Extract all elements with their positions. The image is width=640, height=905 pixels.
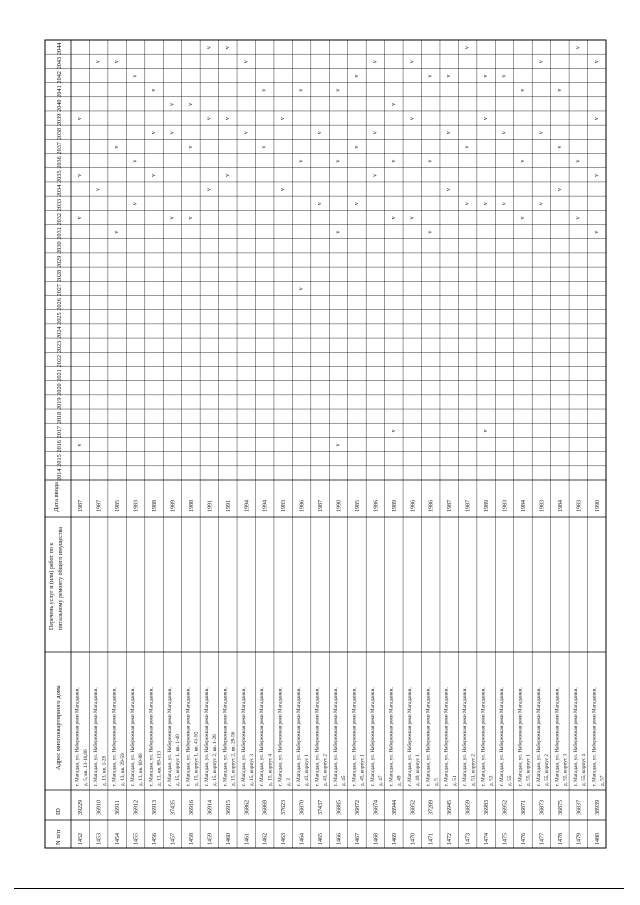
row-address: г. Магадан, ул. Набережная реки Магаданки,: [74, 687, 81, 786]
schedule-check-mark: v: [353, 74, 360, 78]
row-year-built: 1983: [576, 500, 583, 512]
row-num: 1479: [576, 833, 583, 845]
schedule-check-mark: v: [519, 159, 526, 163]
row-address: г. Магадан, ул. Набережная реки Магаданки,: [314, 687, 321, 786]
row-address: г. Магадан, ул. Набережная реки Магаданки,: [333, 687, 340, 786]
schedule-check-mark: v: [114, 145, 121, 149]
schedule-check-mark: v: [151, 88, 158, 92]
header-year-2031: 2031: [56, 227, 63, 240]
schedule-check-mark: v: [483, 429, 490, 433]
row-address-cont: д. 15, корпус 4: [267, 753, 274, 786]
schedule-check-mark: v: [169, 102, 176, 106]
row-address-cont: д. 13, кв. 29-59: [119, 753, 126, 786]
schedule-check-mark: v: [446, 131, 453, 135]
schedule-check-mark: v: [187, 102, 194, 106]
row-address: г. Магадан, ул. Набережная реки Магаданки,: [277, 687, 284, 786]
schedule-check-mark: v: [298, 159, 305, 163]
row-year-built: 1985: [115, 500, 122, 512]
row-address-cont: д. 47: [378, 775, 385, 786]
header-year-2022: 2022: [56, 354, 63, 368]
row-address: г. Магадан, ул. Набережная реки Магаданки,: [259, 687, 266, 786]
schedule-check-mark: v: [114, 60, 121, 64]
header-year-2035: 2035: [56, 170, 63, 183]
row-year-built: 1987: [78, 500, 85, 512]
row-address-cont: д. 51, корпус 2: [470, 753, 477, 786]
row-address: г. Магадан, ул. Набережная реки Магаданки,: [203, 687, 210, 786]
row-id: 36914: [207, 800, 214, 815]
row-year-built: 1990: [336, 500, 343, 512]
schedule-check-mark: v: [556, 188, 563, 192]
header-year-2019: 2019: [56, 397, 63, 410]
row-address-cont: д. 53: [488, 775, 495, 786]
header-year-2039: 2039: [56, 113, 63, 127]
row-num: 1480: [594, 833, 601, 845]
schedule-check-mark: v: [261, 145, 268, 149]
schedule-check-mark: v: [593, 60, 600, 64]
row-address-cont: д. 5: [433, 778, 440, 786]
row-num: 1461: [244, 833, 251, 845]
schedule-check-mark: v: [206, 46, 213, 50]
row-address-cont: д. 57: [599, 775, 606, 786]
row-address-cont: д. 49, корпус 1: [414, 753, 421, 786]
row-id: 36916: [188, 800, 195, 815]
header-year-2042: 2042: [56, 71, 63, 84]
header-year-2032: 2032: [56, 213, 63, 226]
row-year-built: 1994: [262, 500, 269, 512]
row-id: 37435: [170, 800, 177, 815]
row-address-cont: д. 49: [396, 775, 403, 786]
schedule-check-mark: v: [132, 74, 139, 78]
row-address-cont: д. 45, корпус 1: [359, 753, 366, 786]
schedule-check-mark: v: [575, 216, 582, 220]
schedule-check-mark: v: [390, 429, 397, 433]
schedule-check-mark: v: [427, 230, 434, 234]
row-address-cont: д. 3: [285, 778, 292, 786]
schedule-check-mark: v: [593, 117, 600, 121]
row-address-cont: д. 45: [341, 775, 348, 786]
header-year-2018: 2018: [56, 411, 63, 425]
schedule-check-mark: v: [169, 216, 176, 220]
schedule-check-mark: v: [77, 117, 84, 121]
row-address: г. Магадан, ул. Набережная реки Магаданки,: [499, 687, 506, 786]
header-year-2033: 2033: [56, 198, 63, 212]
schedule-check-mark: v: [335, 88, 342, 92]
schedule-check-mark: v: [114, 230, 121, 234]
header-year-2020: 2020: [56, 383, 63, 396]
row-num: 1462: [262, 833, 269, 845]
schedule-check-mark: v: [519, 88, 526, 92]
schedule-check-mark: v: [151, 131, 158, 135]
header-year-2037: 2037: [56, 142, 63, 155]
schedule-check-mark: v: [501, 74, 508, 78]
row-num: 1478: [557, 833, 564, 845]
row-num: 1473: [465, 833, 472, 845]
header-services-2: питальному ремонту общего имущества: [58, 527, 64, 630]
row-id: 36837: [576, 800, 583, 815]
row-address-cont: д. 13, кв. 1-28: [101, 755, 108, 786]
row-num: 1457: [170, 833, 177, 845]
row-year-built: 1983: [281, 500, 288, 512]
row-num: 1464: [299, 833, 306, 845]
header-year-2041: 2041: [56, 85, 63, 98]
schedule-check-mark: v: [224, 46, 231, 50]
schedule-check-mark: v: [151, 173, 158, 177]
row-num: 1456: [152, 833, 159, 845]
row-num: 1472: [447, 833, 454, 845]
schedule-check-mark: v: [372, 173, 379, 177]
row-id: 36912: [133, 800, 140, 815]
row-address-cont: д. 15, корпус 1, кв. 1-40: [175, 734, 182, 786]
schedule-check-mark: v: [280, 188, 287, 192]
row-id: 36852: [410, 800, 417, 815]
row-year-built: 1988: [152, 500, 159, 512]
row-num: 1467: [354, 833, 361, 845]
schedule-check-mark: v: [483, 74, 490, 78]
row-id: 36869: [262, 800, 269, 815]
header-year-2016: 2016: [56, 440, 63, 453]
schedule-check-mark: v: [95, 188, 102, 192]
row-address: г. Магадан, ул. Набережная реки Магаданки,: [591, 687, 598, 786]
schedule-check-mark: v: [335, 159, 342, 163]
schedule-check-mark: v: [446, 188, 453, 192]
row-address: г. Магадан, ул. Набережная реки Магаданки,: [296, 687, 303, 786]
schedule-check-mark: v: [427, 74, 434, 78]
row-address-cont: д. 55: [507, 775, 514, 786]
header-year-2036: 2036: [56, 156, 63, 169]
row-year-built: 1989: [391, 500, 398, 512]
row-address-cont: д. 15, корпус 1, кв. 41-92: [193, 731, 200, 786]
schedule-check-mark: v: [593, 173, 600, 177]
schedule-check-mark: v: [243, 131, 250, 135]
row-address: г. Магадан, ул. Набережная реки Магаданки,: [554, 687, 561, 786]
schedule-check-mark: v: [95, 60, 102, 64]
row-address-cont: д. 43, корпус 1: [304, 753, 311, 786]
row-year-built: 1984: [520, 500, 527, 512]
row-num: 1476: [520, 833, 527, 845]
header-year-2040: 2040: [56, 99, 63, 112]
row-id: 36862: [244, 800, 251, 815]
row-num: 1471: [428, 833, 435, 845]
schedule-check-mark: v: [427, 159, 434, 163]
header-year-2026: 2026: [56, 298, 63, 311]
schedule-check-mark: v: [132, 159, 139, 163]
schedule-check-mark: v: [464, 202, 471, 206]
row-num: 1469: [391, 833, 398, 845]
row-address: г. Магадан, ул. Набережная реки Магаданки,: [443, 687, 450, 786]
row-id: 36952: [502, 800, 509, 815]
row-id: 36871: [520, 800, 527, 815]
row-address-cont: д. 55, корпус 4: [580, 753, 587, 786]
schedule-check-mark: v: [77, 216, 84, 220]
row-id: 36911: [115, 800, 122, 815]
schedule-check-mark: v: [575, 159, 582, 163]
schedule-check-mark: v: [409, 117, 416, 121]
row-address: г. Магадан, ул. Набережная реки Магаданки,: [480, 687, 487, 786]
row-address: г. Магадан, ул. Набережная реки Магаданки,: [425, 687, 432, 786]
row-address: г. Магадан, ул. Набережная реки Магаданки,: [93, 687, 100, 786]
row-year-built: 1991: [207, 500, 214, 512]
row-id: 39229: [78, 800, 85, 815]
row-id: 37289: [428, 800, 435, 815]
row-address-cont: д. 55, корпус 1: [525, 753, 532, 786]
schedule-check-mark: v: [206, 188, 213, 192]
schedule-check-mark: v: [317, 131, 324, 135]
schedule-check-mark: v: [372, 131, 379, 135]
row-address: г. Магадан, ул. Набережная реки Магаданки,: [462, 687, 469, 786]
header-year-2038: 2038: [56, 127, 63, 141]
row-year-built: 1987: [465, 500, 472, 512]
row-num: 1453: [96, 833, 103, 845]
schedule-check-mark: v: [335, 230, 342, 234]
header-year-2028: 2028: [56, 269, 63, 283]
header-year-2029: 2029: [56, 255, 63, 268]
row-num: 1454: [115, 833, 122, 845]
row-num: 1470: [410, 833, 417, 845]
row-num: 1459: [207, 833, 214, 845]
row-address: г. Магадан, ул. Набережная реки Магаданки,: [148, 687, 155, 786]
schedule-check-mark: v: [224, 173, 231, 177]
schedule-check-mark: v: [409, 216, 416, 220]
row-address-cont: д. 55, корпус 2: [544, 753, 551, 786]
header-year-2014: 2014: [56, 468, 63, 481]
row-year-built: 1986: [410, 500, 417, 512]
row-address: г. Магадан, ул. Набережная реки Магаданки,: [222, 687, 229, 786]
row-id: 36874: [373, 800, 380, 815]
row-id: 37623: [281, 800, 288, 815]
schedule-check-mark: v: [372, 60, 379, 64]
schedule-check-mark: v: [261, 88, 268, 92]
row-address: г. Магадан, ул. Набережная реки Магаданки,: [369, 687, 376, 786]
row-year-built: 1988: [188, 500, 195, 512]
row-address: г. Магадан, ул. Набережная реки Магаданки,: [130, 687, 137, 786]
row-id: 36885: [336, 800, 343, 815]
schedule-check-mark: v: [538, 202, 545, 206]
header-year-2017: 2017: [56, 425, 63, 439]
schedule-check-mark: v: [390, 159, 397, 163]
header-year-2024: 2024: [56, 326, 63, 339]
row-address: г. Магадан, ул. Набережная реки Магаданки,: [185, 687, 192, 786]
schedule-check-mark: v: [298, 287, 305, 291]
row-year-built: 1989: [484, 500, 491, 512]
row-address: г. Магадан, ул. Набережная реки Магаданки,: [240, 687, 247, 786]
row-id: 36859: [465, 800, 472, 815]
schedule-check-mark: v: [501, 202, 508, 206]
schedule-check-mark: v: [538, 131, 545, 135]
page-bottom-rule: [14, 888, 624, 889]
row-year-built: 1987: [318, 500, 325, 512]
row-address-cont: д. 13, кв. 60-88: [138, 753, 145, 786]
row-id: 36945: [447, 800, 454, 815]
row-year-built: 1983: [539, 500, 546, 512]
schedule-check-mark: v: [224, 117, 231, 121]
header-year-2025: 2025: [56, 312, 63, 325]
schedule-check-mark: v: [593, 230, 600, 234]
row-id: 37437: [318, 800, 325, 815]
row-address-cont: д. 13, кв. 89-113: [156, 750, 163, 786]
schedule-check-mark: v: [206, 117, 213, 121]
header-year-2021: 2021: [56, 369, 63, 382]
row-num: 1466: [336, 833, 343, 845]
schedule-check-mark: v: [464, 46, 471, 50]
schedule-check-mark: v: [317, 202, 324, 206]
schedule-check-mark: v: [556, 145, 563, 149]
header-year-2043: 2043: [56, 56, 63, 70]
row-id: 36910: [96, 800, 103, 815]
row-year-built: 1991: [225, 500, 232, 512]
row-address: г. Магадан, ул. Набережная реки Магаданки,: [351, 687, 358, 786]
schedule-check-mark: v: [501, 131, 508, 135]
row-year-built: 1983: [133, 500, 140, 512]
schedule-check-mark: v: [335, 443, 342, 447]
header-num: N п/п: [55, 829, 62, 845]
row-address-cont: д. 15, корпус 3: [248, 753, 255, 786]
row-address-cont: д. 51: [451, 775, 458, 786]
schedule-check-mark: v: [483, 117, 490, 121]
row-num: 1458: [188, 833, 195, 845]
schedule-check-mark: v: [446, 74, 453, 78]
header-year-2044: 2044: [56, 42, 63, 56]
row-year-built: 1986: [299, 500, 306, 512]
schedule-check-mark: v: [353, 145, 360, 149]
row-address: г. Магадан, ул. Набережная реки Магаданки,: [535, 687, 542, 786]
header-year-2030: 2030: [56, 241, 63, 254]
header-year-2023: 2023: [56, 340, 63, 354]
schedule-check-mark: v: [409, 60, 416, 64]
row-address: г. Магадан, ул. Набережная реки Магаданки,: [517, 687, 524, 786]
row-address-cont: д. 55, корпус 3: [562, 753, 569, 786]
row-year-built: 1989: [170, 500, 177, 512]
row-num: 1474: [484, 833, 491, 845]
schedule-check-mark: v: [464, 145, 471, 149]
row-id: 38939: [594, 800, 601, 815]
row-address: г. Магадан, ул. Набережная реки Магаданки,: [388, 687, 395, 786]
schedule-check-mark: v: [187, 216, 194, 220]
row-id: 36873: [539, 800, 546, 815]
schedule-check-mark: v: [556, 88, 563, 92]
row-year-built: 1987: [96, 500, 103, 512]
row-year-built: 1985: [354, 500, 361, 512]
schedule-check-mark: v: [169, 131, 176, 135]
row-num: 1465: [318, 833, 325, 845]
header-year-2015: 2015: [56, 454, 63, 467]
row-year-built: 1986: [428, 500, 435, 512]
schedule-check-mark: v: [280, 117, 287, 121]
row-address-cont: д. 15, корпус 2, кв. 29-56: [230, 731, 237, 786]
row-year-built: 1987: [447, 500, 454, 512]
row-address: г. Магадан, ул. Набережная реки Магаданки,: [166, 687, 173, 786]
schedule-check-mark: v: [353, 202, 360, 206]
row-year-built: 1994: [244, 500, 251, 512]
row-address: г. Магадан, ул. Набережная реки Магаданки,: [111, 687, 118, 786]
row-year-built: 1983: [502, 500, 509, 512]
schedule-check-mark: v: [187, 145, 194, 149]
row-address-cont: д. 43, корпус 2: [322, 753, 329, 786]
schedule-check-mark: v: [519, 216, 526, 220]
row-num: 1475: [502, 833, 509, 845]
row-address: г. Магадан, ул. Набережная реки Магаданки,: [572, 687, 579, 786]
row-id: 36915: [225, 800, 232, 815]
row-id: 36913: [152, 800, 159, 815]
row-num: 1455: [133, 833, 140, 845]
row-address: г. Магадан, ул. Набережная реки Магаданки,: [406, 687, 413, 786]
schedule-check-mark: v: [243, 60, 250, 64]
row-id: 38944: [391, 800, 398, 815]
row-id: 36870: [299, 800, 306, 815]
row-address-cont: д. 5, кв. 13-18,86: [82, 749, 89, 786]
row-year-built: 1990: [594, 500, 601, 512]
row-num: 1460: [225, 833, 232, 845]
schedule-check-mark: v: [132, 202, 139, 206]
row-num: 1468: [373, 833, 380, 845]
header-services: Перечень услуг и (или) работ по к: [49, 542, 55, 630]
schedule-check-mark: v: [483, 202, 490, 206]
row-num: 1477: [539, 833, 546, 845]
header-address: Адрес многоквартирного дома: [55, 685, 62, 770]
header-year-2027: 2027: [56, 284, 63, 297]
schedule-check-mark: v: [390, 102, 397, 106]
row-num: 1463: [281, 833, 288, 845]
row-year-built: 1986: [373, 500, 380, 512]
schedule-check-mark: v: [77, 443, 84, 447]
row-id: 36875: [557, 800, 564, 815]
row-id: 36983: [484, 800, 491, 815]
schedule-check-mark: v: [298, 88, 305, 92]
row-year-built: 1984: [557, 500, 564, 512]
row-address-cont: д. 15, корпус 2, кв. 1-28: [212, 734, 219, 786]
header-id: ID: [55, 808, 62, 815]
schedule-check-mark: v: [77, 173, 84, 177]
row-num: 1452: [78, 833, 85, 845]
row-id: 36872: [354, 800, 361, 815]
schedule-check-mark: v: [390, 216, 397, 220]
schedule-check-mark: v: [538, 60, 545, 64]
header-year-built: Дата ввода: [53, 482, 60, 512]
header-year-2034: 2034: [56, 184, 63, 198]
schedule-check-mark: v: [575, 46, 582, 50]
